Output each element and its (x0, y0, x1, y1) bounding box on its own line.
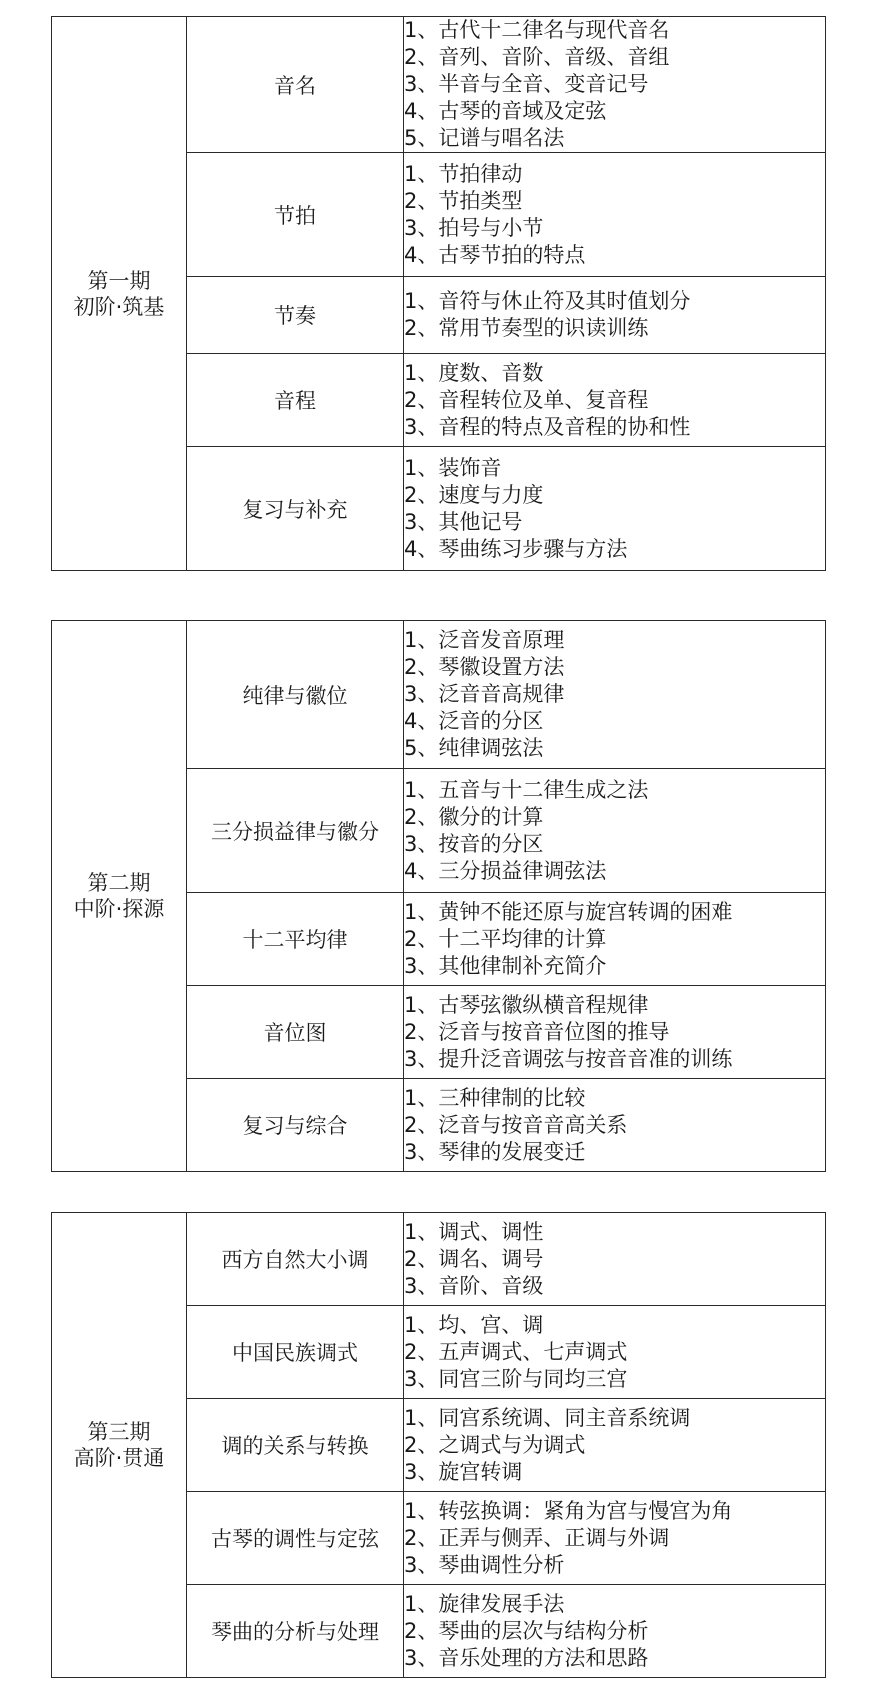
module-items (404, 986, 826, 1079)
period-name: 第三期 (87, 1420, 151, 1444)
period-cell (52, 17, 187, 571)
module-items (404, 1585, 826, 1678)
item-line: 3、音阶、音级 (404, 1273, 544, 1298)
item-line: 2、徽分的计算 (404, 804, 544, 829)
item-line: 3、同宫三阶与同均三宫 (404, 1366, 628, 1391)
module-title: 调的关系与转换 (187, 1399, 404, 1492)
item-line: 2、常用节奏型的识读训练 (404, 316, 649, 340)
item-line: 1、泛音发音原理 (404, 628, 565, 652)
item-line: 1、三种律制的比较 (404, 1085, 586, 1110)
period-subtitle: 初阶·筑基 (73, 294, 165, 319)
item-line: 4、古琴的音域及定弦 (404, 99, 607, 123)
item-line: 1、音符与休止符及其时值划分 (404, 289, 691, 313)
period-cell (52, 621, 187, 1172)
item-line: 2、五声调式、七声调式 (404, 1339, 628, 1364)
item-line: 1、均、宫、调 (404, 1312, 544, 1337)
item-line: 1、装饰音 (404, 455, 502, 480)
module-items (404, 769, 826, 893)
item-line: 2、正弄与侧弄、正调与外调 (404, 1525, 670, 1550)
item-line: 1、古琴弦徽纵横音程规律 (404, 992, 649, 1017)
course-table-period-3 (51, 1212, 826, 1678)
item-line: 1、同宫系统调、同主音系统调 (404, 1405, 691, 1430)
item-line: 2、泛音与按音音高关系 (404, 1112, 628, 1137)
module-items (404, 1399, 826, 1492)
item-line: 3、琴曲调性分析 (404, 1552, 565, 1577)
item-line: 1、古代十二律名与现代音名 (404, 18, 670, 42)
item-line: 5、记谱与唱名法 (404, 126, 565, 150)
module-title: 十二平均律 (187, 893, 404, 986)
course-table-period-2 (51, 620, 826, 1172)
item-line: 1、旋律发展手法 (404, 1591, 565, 1616)
item-line: 4、古琴节拍的特点 (404, 242, 586, 267)
period-subtitle: 中阶·探源 (73, 897, 165, 921)
module-items (404, 17, 826, 153)
item-line: 5、纯律调弦法 (404, 736, 544, 760)
item-line: 1、五音与十二律生成之法 (404, 777, 649, 802)
module-items (404, 893, 826, 986)
item-line: 3、按音的分区 (404, 831, 544, 856)
item-line: 1、节拍律动 (404, 161, 523, 186)
module-title: 节拍 (187, 153, 404, 277)
item-line: 2、音列、音阶、音级、音组 (404, 45, 670, 69)
item-line: 1、转弦换调：紧角为宫与慢宫为角 (404, 1498, 733, 1523)
module-title: 复习与补充 (187, 447, 404, 571)
item-line: 1、黄钟不能还原与旋宫转调的困难 (404, 899, 733, 924)
module-title: 复习与综合 (187, 1079, 404, 1172)
module-title: 音位图 (187, 986, 404, 1079)
item-line: 4、琴曲练习步骤与方法 (404, 536, 628, 561)
item-line: 1、调式、调性 (404, 1219, 544, 1244)
item-line: 4、泛音的分区 (404, 709, 544, 733)
item-line: 3、其他律制补充简介 (404, 953, 607, 978)
item-line: 2、音程转位及单、复音程 (404, 387, 649, 412)
module-items (404, 1079, 826, 1172)
module-items (404, 1306, 826, 1399)
item-line: 3、音乐处理的方法和思路 (404, 1645, 649, 1670)
item-line: 2、十二平均律的计算 (404, 926, 607, 951)
item-line: 2、调名、调号 (404, 1246, 544, 1271)
item-line: 3、半音与全音、变音记号 (404, 72, 649, 96)
module-items (404, 621, 826, 769)
module-items (404, 1492, 826, 1585)
module-title: 音名 (187, 17, 404, 153)
module-title: 节奏 (187, 277, 404, 354)
course-table-period-1 (51, 16, 826, 571)
item-line: 2、琴徽设置方法 (404, 655, 565, 679)
item-line: 1、度数、音数 (404, 360, 544, 385)
module-items (404, 153, 826, 277)
item-line: 3、其他记号 (404, 509, 523, 534)
module-title: 西方自然大小调 (187, 1213, 404, 1306)
module-title: 三分损益律与徽分 (187, 769, 404, 893)
period-subtitle: 高阶·贯通 (73, 1446, 165, 1470)
module-title: 纯律与徽位 (187, 621, 404, 769)
item-line: 2、之调式与为调式 (404, 1432, 586, 1457)
item-line: 2、节拍类型 (404, 188, 523, 213)
item-line: 2、泛音与按音音位图的推导 (404, 1019, 670, 1044)
item-line: 3、泛音音高规律 (404, 682, 565, 706)
module-items (404, 1213, 826, 1306)
module-title: 音程 (187, 354, 404, 447)
period-cell (52, 1213, 187, 1678)
period-name: 第二期 (87, 871, 151, 895)
module-title: 中国民族调式 (187, 1306, 404, 1399)
item-line: 2、速度与力度 (404, 482, 544, 507)
item-line: 4、三分损益律调弦法 (404, 858, 607, 883)
item-line: 3、拍号与小节 (404, 215, 544, 240)
module-items (404, 354, 826, 447)
period-name: 第一期 (87, 268, 151, 293)
item-line: 3、琴律的发展变迁 (404, 1139, 586, 1164)
module-items (404, 447, 826, 571)
item-line: 3、提升泛音调弦与按音音准的训练 (404, 1046, 733, 1071)
module-title: 琴曲的分析与处理 (187, 1585, 404, 1678)
module-title: 古琴的调性与定弦 (187, 1492, 404, 1585)
module-items (404, 277, 826, 354)
item-line: 3、旋宫转调 (404, 1459, 523, 1484)
item-line: 2、琴曲的层次与结构分析 (404, 1618, 649, 1643)
item-line: 3、音程的特点及音程的协和性 (404, 414, 691, 439)
